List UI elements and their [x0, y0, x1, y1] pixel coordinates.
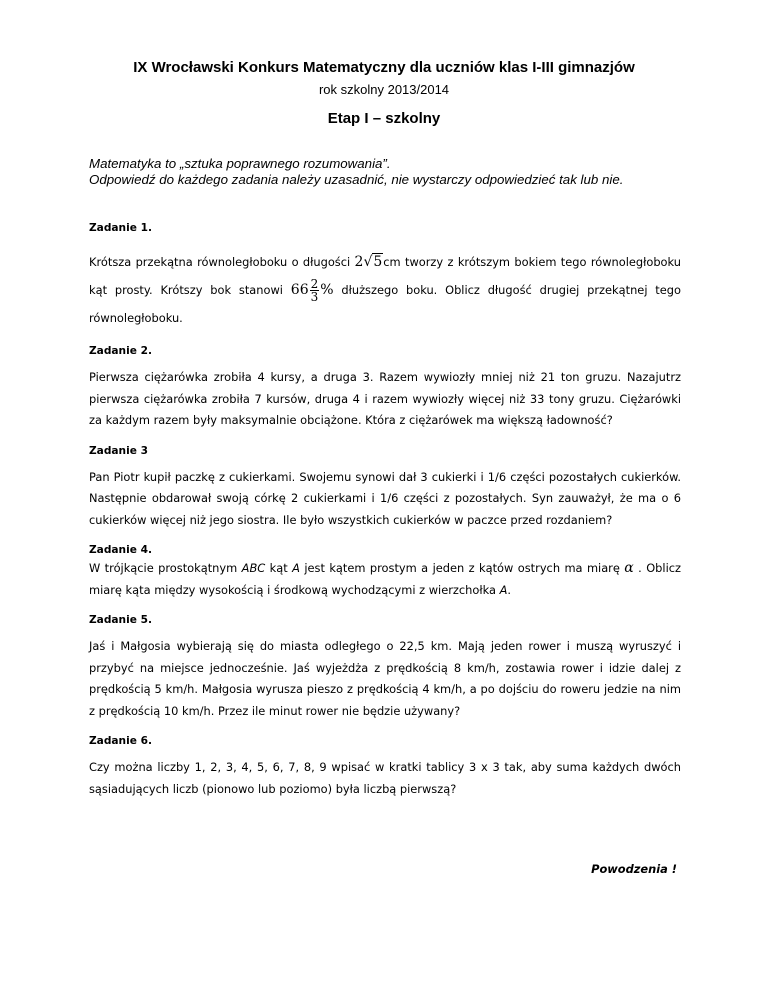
task-text: Krótsza przekątna równoległoboku o długości 2√5cm tworzy z krótszym bokiem tego równoległoboku kąt prosty. Krótszy bok stanowi 66 $\frac{2}{3}$ % dłuższego boku. Oblicz długość drugiej przekątnej tego równoległoboku. [89, 254, 681, 325]
task-title: Zadanie 3 [89, 444, 148, 457]
stage-heading: Etap I – szkolny [327, 110, 441, 127]
task-text: Czy można liczby 1, 2, 3, 4, 5, 6, 7, 8, 9 wpisać w kratki tablicy 3 x 3 tak, aby suma każdych dwóch sąsiadujących liczb (pionowo lub poziomo) była liczbą pierwszą? [89, 760, 681, 796]
task-title: Zadanie 5. [89, 614, 153, 626]
task-6 [89, 733, 681, 800]
alpha-symbol: α [624, 560, 634, 576]
task-text: Pan Piotr kupił paczkę z cukierkami. Swojemu synowi dał 3 cukierki i 1/6 części pozostałych cukierków. Następnie obdarował swoją córkę 2 cukierkami i 1/6 części z pozostałych. Syn zauważył, że ma o 6 cukierków więcej niż jego siostra. Ile było wszystkich cukierków w paczce przed rozdaniem? [89, 469, 681, 527]
task-title: Zadanie 6. [89, 735, 153, 747]
document-title: IX Wrocławski Konkurs Matematyczny dla uczniów klas I-III gimnazjów [133, 59, 635, 76]
task-1 [89, 220, 681, 332]
task-2 [89, 343, 681, 432]
task-title: Zadanie 4. [89, 544, 153, 556]
task-title: Zadanie 1. [89, 222, 153, 234]
task-text: W trójkącie prostokątnym ABC kąt A jest kątem prostym a jeden z kątów ostrych ma miarę α . Oblicz miarę kąta między wysokością i środkową wychodzącymi z wierzchołka A. [89, 560, 681, 597]
task-text: Pierwsza ciężarówka zrobiła 4 kursy, a druga 3. Razem wywiozły mniej niż 21 ton gruzu. Nazajutrz pierwsza ciężarówka zrobiła 7 kursów, druga 4 i razem wywiozły więcej niż 33 tony gruzu. Ciężarówki za każdym razem były maksymalnie obciążone. Która z ciężarówek ma większą ładowność? [89, 370, 681, 427]
task-title: Zadanie 2. [89, 345, 153, 357]
task-text: Jaś i Małgosia wybierają się do miasta odległego o 22,5 km. Mają jeden rower i muszą wyruszyć i przybyć na miejsce jednocześnie. Jaś wyjeżdża z prędkością 8 km/h, zostawia rower i idzie dalej z prędkością 5 km/h. Małgosia wyrusza pieszo z prędkością 4 km/h, a po dojściu do roweru jedzie na nim z prędkością 10 km/h. Przez ile minut rower nie będzie używany? [89, 639, 681, 718]
task-4 [89, 542, 681, 601]
school-year: rok szkolny 2013/2014 [318, 82, 450, 97]
percent-formula: 66 $\frac{2}{3}$ % [290, 276, 334, 304]
intro-motto: Matematyka to „sztuka poprawnego rozumowania”. [89, 156, 391, 171]
intro-instruction: Odpowiedź do każdego zadania należy uzasadnić, nie wystarczy odpowiedzieć tak lub nie. [89, 172, 624, 187]
intro-block [89, 156, 689, 188]
task-5 [89, 612, 681, 722]
tasks-list [89, 220, 681, 811]
closing-wish: Powodzenia ! [591, 862, 677, 876]
task-3 [89, 443, 681, 532]
diagonal-formula: 2√5 [354, 254, 383, 270]
